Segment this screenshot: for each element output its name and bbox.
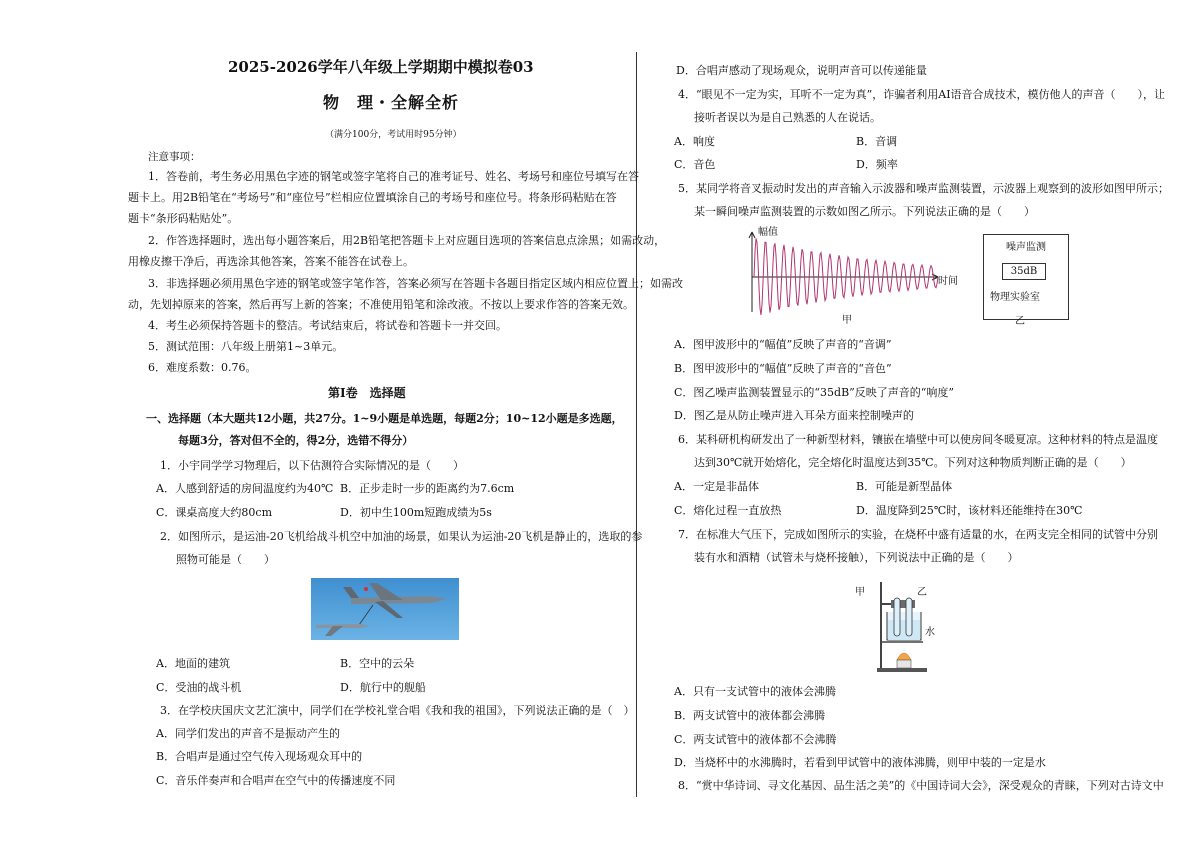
q6-option-c: C．熔化过程一直放热 <box>674 504 782 517</box>
notice-line: 动，先划掉原来的答案，然后再写上新的答案；不准使用铅笔和涂改液。不按以上要求作答的答案无效。 <box>128 298 634 311</box>
waveform-figure <box>742 228 974 326</box>
notice-line: 题卡“条形码粘贴处”。 <box>128 212 239 225</box>
section-title: 第Ⅰ卷 选择题 <box>328 386 406 400</box>
notice-line: 题卡上。用2B铅笔在“考场号”和“座位号”栏相应位置填涂自己的考场号和座位号。将条形码粘贴在答 <box>128 191 617 204</box>
q2-option-d: D．航行中的舰船 <box>340 681 426 694</box>
q1-option-d: D．初中生100m短跑成绩为5s <box>340 506 492 519</box>
notice-line: 2．作答选择题时，选出每小题答案后，用2B铅笔把答题卡上对应题目选项的答案信息点涂黑；如需改动， <box>148 234 666 247</box>
q1-option-b: B．正步走时一步的距离约为7.6cm <box>340 482 515 495</box>
column-divider <box>636 52 637 797</box>
waveform-x-label: 时间 <box>938 276 958 287</box>
q6-option-b: B．可能是新型晶体 <box>856 480 953 493</box>
question-6-stem: 达到30℃就开始熔化，完全熔化时温度达到35℃。下列对这种物质判断正确的是（ ） <box>694 456 1132 469</box>
q4-option-a: A．响度 <box>674 135 715 148</box>
question-2-stem: 照物可能是（ ） <box>176 553 275 566</box>
q5-option-b: B．图甲波形中的“幅值”反映了声音的“音色” <box>674 362 892 375</box>
question-7-stem: 7．在标准大气压下，完成如图所示的实验，在烧杯中盛有适量的水，在两支完全相同的试管中分别 <box>678 528 1158 541</box>
q3-option-a: A．同学们发出的声音不是振动产生的 <box>156 727 340 740</box>
question-5-stem: 某一瞬间噪声监测装置的示数如图乙所示。下列说法正确的是（ ） <box>694 205 1035 218</box>
noise-monitor-title: 噪声监测 <box>1006 242 1046 253</box>
question-5-stem: 5．某同学将音叉振动时发出的声音输入示波器和噪声监测装置，示波器上观察到的波形如图甲所示； <box>678 182 1169 195</box>
q5-option-c: C．图乙噪声监测装置显示的“35dB”反映了声音的“响度” <box>674 386 955 399</box>
notice-heading: 注意事项： <box>148 151 201 163</box>
q7-option-a: A．只有一支试管中的液体会沸腾 <box>674 685 836 698</box>
q2-option-b: B．空中的云朵 <box>340 657 415 670</box>
notice-line: 3．非选择题必须用黑色字迹的钢笔或签字笔作答，答案必须写在答题卡各题目指定区域内相应位置上；如需改 <box>148 277 683 290</box>
q5-option-a: A．图甲波形中的“幅值”反映了声音的“音调” <box>674 338 892 351</box>
question-1-stem: 1．小宇同学学习物理后，以下估测符合实际情况的是（ ） <box>160 459 464 472</box>
exam-note: （满分100分，考试用时95分钟） <box>325 130 462 140</box>
waveform-y-label: 幅值 <box>758 227 778 238</box>
noise-monitor-display: 35dB <box>1002 263 1046 280</box>
tube-label-yi: 乙 <box>917 587 927 598</box>
page-title: 2025-2026学年八年级上学期期中模拟卷03 <box>228 58 534 76</box>
q7-option-d: D．当烧杯中的水沸腾时，若看到甲试管中的液体沸腾，则甲中装的一定是水 <box>674 756 1046 769</box>
q7-option-c: C．两支试管中的液体都不会沸腾 <box>674 733 837 746</box>
q3-option-c: C．音乐伴奏声和合唱声在空气中的传播速度不同 <box>156 774 396 787</box>
q2-option-c: C．受油的战斗机 <box>156 681 242 694</box>
water-label: 水 <box>925 627 935 638</box>
notice-line: 1．答卷前，考生务必用黑色字迹的钢笔或签字笔将自己的准考证号、姓名、考场号和座位号填写在答 <box>148 170 639 183</box>
noise-monitor-location: 物理实验室 <box>990 292 1040 303</box>
question-7-stem: 装有水和酒精（试管未与烧杯接触），下列说法中正确的是（ ） <box>694 551 1019 564</box>
refueling-aircraft-photo <box>311 578 459 640</box>
noise-monitor-figure <box>983 234 1069 320</box>
notice-line: 用橡皮擦干净后，再选涂其他答案，答案不能答在试卷上。 <box>128 255 414 268</box>
question-2-stem: 2．如图所示，是运油-20飞机给战斗机空中加油的场景，如果认为运油-20飞机是静止的，选取的参 <box>160 530 643 543</box>
q7-option-b: B．两支试管中的液体都会沸腾 <box>674 709 826 722</box>
q3-option-b: B．合唱声是通过空气传入现场观众耳中的 <box>156 750 363 763</box>
q1-option-c: C．课桌高度大约80cm <box>156 506 273 519</box>
boiling-apparatus-figure <box>855 576 947 674</box>
q5-option-d: D．图乙是从防止噪声进入耳朵方面来控制噪声的 <box>674 409 914 422</box>
tube-label-jia: 甲 <box>855 587 865 598</box>
waveform-line <box>754 238 938 315</box>
question-4-stem: 接听者误以为是自己熟悉的人在说话。 <box>694 111 881 124</box>
q4-option-b: B．音调 <box>856 135 898 148</box>
q6-option-d: D．温度降到25℃时，该材料还能维持在30℃ <box>856 504 1083 517</box>
question-6-stem: 6．某科研机构研发出了一种新型材料，镶嵌在墙壁中可以使房间冬暖夏凉。这种材料的特点是温度 <box>678 433 1158 446</box>
q6-option-a: A．一定是非晶体 <box>674 480 759 493</box>
q4-option-c: C．音色 <box>674 158 716 171</box>
notice-line: 6．难度系数：0.76。 <box>148 361 257 374</box>
q4-option-d: D．频率 <box>856 158 898 171</box>
section-instructions: 每题3分，答对但不全的，得2分，选错不得分） <box>178 434 414 447</box>
figure-label-yi: 乙 <box>1015 316 1025 327</box>
q3-option-d: D．合唱声感动了现场观众，说明声音可以传递能量 <box>676 64 927 77</box>
q1-option-a: A．人感到舒适的房间温度约为40℃ <box>156 482 334 495</box>
figure-label-jia: 甲 <box>842 315 852 326</box>
section-instructions: 一、选择题（本大题共12小题，共27分。1~9小题是单选题，每题2分；10~12小题是多选题， <box>146 412 623 425</box>
page-subtitle: 物 理・全解全析 <box>323 93 460 112</box>
question-3-stem: 3．在学校庆国庆文艺汇演中，同学们在学校礼堂合唱《我和我的祖国》，下列说法正确的是（ ） <box>160 704 635 717</box>
notice-line: 5．测试范围：八年级上册第1~3单元。 <box>148 340 344 353</box>
notice-line: 4．考生必须保持答题卡的整洁。考试结束后，将试卷和答题卡一并交回。 <box>148 319 507 332</box>
question-4-stem: 4．“眼见不一定为实，耳听不一定为真”，诈骗者利用AI语音合成技术，模仿他人的声音（ ），让 <box>678 88 1166 101</box>
question-8-stem: 8．“赏中华诗词、寻文化基因、品生活之美”的《中国诗词大会》，深受观众的青睐，下列对古诗文中 <box>678 779 1164 792</box>
q2-option-a: A．地面的建筑 <box>156 657 230 670</box>
